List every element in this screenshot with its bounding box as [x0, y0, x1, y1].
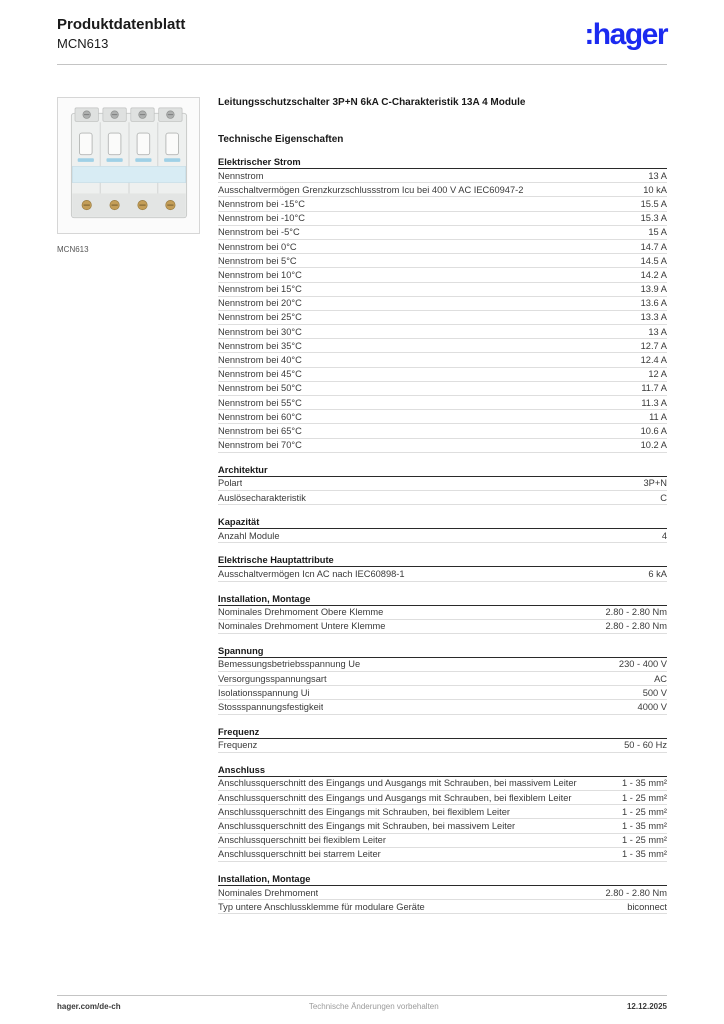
- product-code: MCN613: [57, 36, 109, 51]
- spec-row: [218, 777, 667, 791]
- spec-row: [218, 254, 667, 268]
- spec-value: 1 - 25 mm²: [622, 792, 667, 803]
- section-rows: [218, 739, 667, 753]
- spec-label: Nominales Drehmoment Obere Klemme: [218, 607, 384, 618]
- section-rows: [218, 529, 667, 543]
- spec-label: Anzahl Module: [218, 530, 280, 541]
- spec-label: Auslösecharakteristik: [218, 492, 306, 503]
- spec-row: [218, 297, 667, 311]
- spec-value: 12.4 A: [640, 355, 667, 366]
- hager-logo: :hager: [584, 18, 667, 51]
- spec-label: Nennstrom bei 10°C: [218, 269, 302, 280]
- spec-value: 14.7 A: [640, 241, 667, 252]
- spec-value: 1 - 25 mm²: [622, 835, 667, 846]
- spec-row: [218, 567, 667, 581]
- spec-label: Nennstrom bei 5°C: [218, 255, 297, 266]
- content: [57, 97, 667, 914]
- footer-disclaimer: Technische Änderungen vorbehalten: [308, 1002, 439, 1011]
- spec-section: [218, 592, 667, 634]
- spec-value: 500 V: [642, 687, 667, 698]
- spec-value: 230 - 400 V: [618, 659, 667, 670]
- spec-row: [218, 658, 667, 672]
- spec-value: 13.6 A: [640, 298, 667, 309]
- spec-value: 3P+N: [643, 478, 667, 489]
- spec-label: Nennstrom bei -5°C: [218, 227, 300, 238]
- spec-label: Typ untere Anschlussklemme für modulare Geräte: [218, 901, 425, 912]
- spec-label: Nennstrom bei 65°C: [218, 425, 302, 436]
- product-image-caption: MCN613: [57, 245, 89, 254]
- spec-label: Polart: [218, 478, 243, 489]
- spec-value: 2.80 - 2.80 Nm: [605, 607, 667, 618]
- section-heading: Elektrischer Strom: [218, 155, 667, 169]
- spec-row: [218, 805, 667, 819]
- spec-column: [218, 97, 667, 914]
- spec-row: [218, 183, 667, 197]
- spec-value: 1 - 35 mm²: [622, 778, 667, 789]
- section-rows: [218, 477, 667, 505]
- spec-section: [218, 872, 667, 914]
- spec-value: 12 A: [648, 369, 667, 380]
- spec-row: [218, 396, 667, 410]
- spec-value: 10 kA: [643, 184, 667, 195]
- spec-row: [218, 686, 667, 700]
- spec-label: Nennstrom bei 50°C: [218, 383, 302, 394]
- section-rows: [218, 886, 667, 914]
- spec-value: 2.80 - 2.80 Nm: [605, 621, 667, 632]
- header-divider: [57, 64, 667, 65]
- section-heading: Kapazität: [218, 515, 667, 529]
- spec-row: [218, 353, 667, 367]
- spec-label: Nennstrom bei 15°C: [218, 284, 302, 295]
- spec-label: Nominales Drehmoment: [218, 887, 319, 898]
- spec-label: Nennstrom bei 30°C: [218, 326, 302, 337]
- spec-label: Anschlussquerschnitt bei flexiblem Leiter: [218, 835, 386, 846]
- spec-row: [218, 424, 667, 438]
- spec-value: 11.7 A: [641, 383, 667, 394]
- spec-row: [218, 368, 667, 382]
- spec-label: Nennstrom bei 60°C: [218, 411, 302, 422]
- circuit-breaker-illustration: [66, 106, 192, 225]
- section-rows: [218, 169, 667, 453]
- spec-value: 15.3 A: [640, 213, 667, 224]
- spec-row: [218, 410, 667, 424]
- spec-label: Nennstrom bei 0°C: [218, 241, 297, 252]
- spec-row: [218, 791, 667, 805]
- spec-label: Nennstrom bei 20°C: [218, 298, 302, 309]
- spec-row: [218, 382, 667, 396]
- spec-value: 12.7 A: [640, 340, 667, 351]
- section-rows: [218, 658, 667, 715]
- footer-divider: [57, 995, 667, 996]
- page-title: Produktdatenblatt: [57, 16, 186, 33]
- spec-value: biconnect: [627, 901, 667, 912]
- spec-row: [218, 886, 667, 900]
- spec-section: [218, 553, 667, 581]
- spec-label: Nennstrom bei 45°C: [218, 369, 302, 380]
- section-heading: Anschluss: [218, 763, 667, 777]
- spec-sections: [218, 155, 667, 914]
- spec-row: [218, 848, 667, 862]
- spec-value: 1 - 35 mm²: [622, 849, 667, 860]
- spec-value: 11.3 A: [641, 397, 667, 408]
- section-rows: [218, 567, 667, 581]
- footer-website-link[interactable]: hager.com/de-ch: [57, 1002, 121, 1011]
- spec-label: Anschlussquerschnitt des Eingangs mit Schrauben, bei massivem Leiter: [218, 820, 516, 831]
- spec-value: C: [660, 492, 667, 503]
- footer-row: [57, 1002, 667, 1011]
- header-titles: [57, 16, 185, 51]
- spec-row: [218, 212, 667, 226]
- product-title: Leitungsschutzschalter 3P+N 6kA C-Charakteristik 13A 4 Module: [218, 97, 526, 108]
- spec-value: 10.6 A: [640, 425, 667, 436]
- spec-row: [218, 325, 667, 339]
- spec-row: [218, 700, 667, 714]
- footer-date: 12.12.2025: [626, 1002, 667, 1011]
- spec-label: Ausschaltvermögen Icn AC nach IEC60898-1: [218, 568, 405, 579]
- spec-label: Nominales Drehmoment Untere Klemme: [218, 621, 386, 632]
- section-heading: Spannung: [218, 644, 667, 658]
- spec-section: [218, 763, 667, 862]
- spec-label: Versorgungsspannungsart: [218, 673, 327, 684]
- spec-value: 14.2 A: [640, 269, 667, 280]
- tech-properties-heading: Technische Eigenschaften: [218, 134, 344, 145]
- footer: [57, 995, 667, 1011]
- spec-value: 11 A: [649, 411, 667, 422]
- spec-row: [218, 169, 667, 183]
- spec-label: Ausschaltvermögen Grenzkurzschlussstrom Icu bei 400 V AC IEC60947-2: [218, 184, 524, 195]
- spec-row: [218, 226, 667, 240]
- spec-section: [218, 725, 667, 753]
- spec-label: Nennstrom bei -15°C: [218, 198, 305, 209]
- spec-value: 50 - 60 Hz: [624, 740, 667, 751]
- spec-section: [218, 644, 667, 715]
- spec-value: 15 A: [648, 227, 667, 238]
- spec-row: [218, 834, 667, 848]
- section-heading: Architektur: [218, 463, 667, 477]
- spec-value: AC: [654, 673, 667, 684]
- spec-label: Nennstrom bei 25°C: [218, 312, 302, 323]
- spec-row: [218, 529, 667, 543]
- spec-row: [218, 268, 667, 282]
- spec-label: Nennstrom bei -10°C: [218, 213, 305, 224]
- spec-value: 14.5 A: [640, 255, 667, 266]
- spec-label: Nennstrom: [218, 170, 264, 181]
- spec-row: [218, 283, 667, 297]
- spec-row: [218, 819, 667, 833]
- spec-label: Anschlussquerschnitt des Eingangs und Ausgangs mit Schrauben, bei flexiblem Leiter: [218, 792, 572, 803]
- section-heading: Elektrische Hauptattribute: [218, 553, 667, 567]
- spec-value: 13 A: [648, 326, 667, 337]
- section-rows: [218, 777, 667, 862]
- spec-label: Anschlussquerschnitt des Eingangs und Ausgangs mit Schrauben, bei massivem Leiter: [218, 778, 577, 789]
- spec-value: 4000 V: [637, 702, 667, 713]
- spec-value: 10.2 A: [640, 440, 667, 451]
- section-heading: Installation, Montage: [218, 592, 667, 606]
- spec-label: Nennstrom bei 55°C: [218, 397, 302, 408]
- spec-row: [218, 620, 667, 634]
- spec-row: [218, 477, 667, 491]
- spec-label: Frequenz: [218, 740, 258, 751]
- spec-row: [218, 900, 667, 914]
- spec-label: Anschlussquerschnitt bei starrem Leiter: [218, 849, 381, 860]
- section-heading: Installation, Montage: [218, 872, 667, 886]
- product-image-column: [57, 97, 200, 914]
- spec-value: 13.3 A: [640, 312, 667, 323]
- spec-row: [218, 240, 667, 254]
- spec-value: 1 - 25 mm²: [622, 806, 667, 817]
- product-image: [57, 97, 200, 234]
- spec-section: [218, 155, 667, 453]
- spec-row: [218, 739, 667, 753]
- spec-label: Stossspannungsfestigkeit: [218, 702, 324, 713]
- header: [57, 0, 667, 51]
- spec-label: Isolationsspannung Ui: [218, 687, 310, 698]
- spec-row: [218, 439, 667, 453]
- spec-row: [218, 606, 667, 620]
- spec-value: 15.5 A: [640, 198, 667, 209]
- spec-label: Nennstrom bei 70°C: [218, 440, 302, 451]
- section-heading: Frequenz: [218, 725, 667, 739]
- spec-label: Nennstrom bei 35°C: [218, 340, 302, 351]
- spec-row: [218, 491, 667, 505]
- spec-value: 13 A: [648, 170, 667, 181]
- spec-label: Nennstrom bei 40°C: [218, 355, 302, 366]
- spec-value: 2.80 - 2.80 Nm: [605, 887, 667, 898]
- section-rows: [218, 606, 667, 634]
- spec-row: [218, 197, 667, 211]
- spec-label: Bemessungsbetriebsspannung Ue: [218, 659, 361, 670]
- spec-section: [218, 463, 667, 505]
- spec-row: [218, 339, 667, 353]
- spec-value: 6 kA: [648, 568, 667, 579]
- spec-value: 13.9 A: [640, 284, 667, 295]
- spec-row: [218, 311, 667, 325]
- spec-value: 1 - 35 mm²: [622, 820, 667, 831]
- spec-row: [218, 672, 667, 686]
- spec-label: Anschlussquerschnitt des Eingangs mit Schrauben, bei flexiblem Leiter: [218, 806, 510, 817]
- spec-value: 4: [661, 530, 667, 541]
- spec-section: [218, 515, 667, 543]
